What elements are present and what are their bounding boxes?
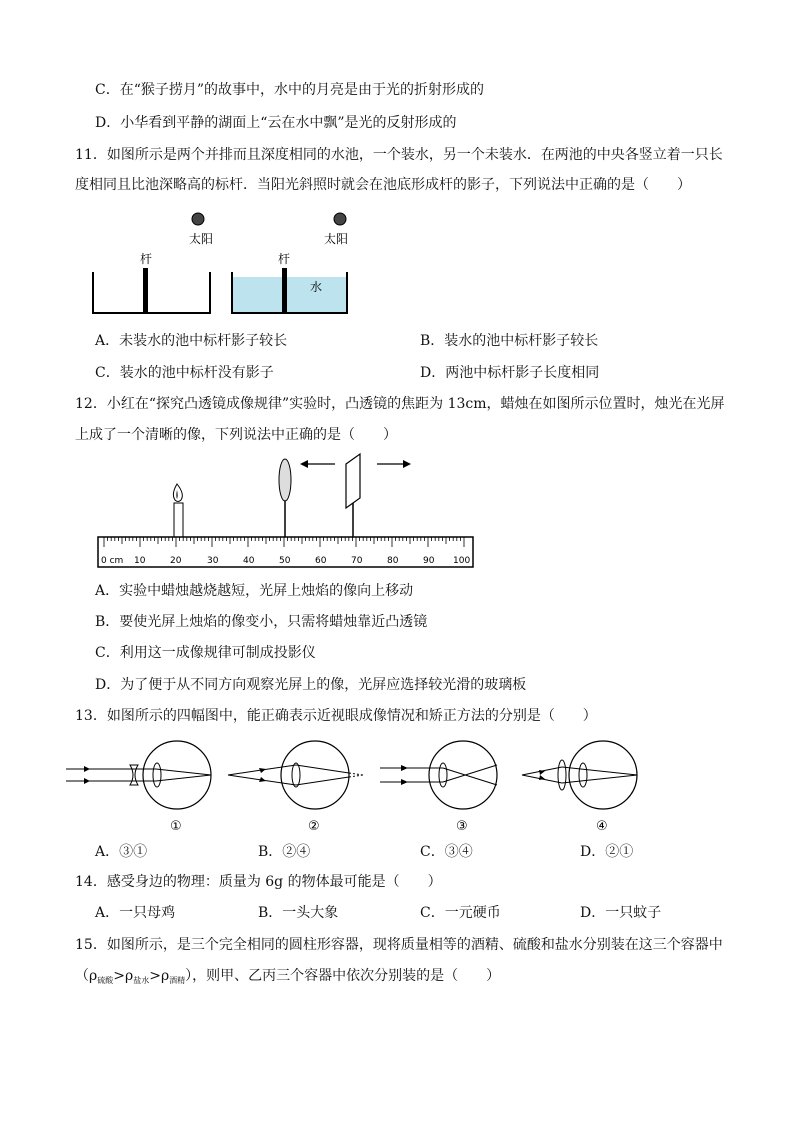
q15-stem-line2 — [75, 966, 500, 991]
ruler-label: 50 — [279, 556, 291, 566]
ruler-label: 40 — [243, 556, 255, 566]
q13-option-a: A．③① — [95, 844, 148, 860]
sun-label-2: 太阳 — [324, 232, 349, 246]
q12-stem-line2: 上成了一个清晰的像，下列说法中正确的是（ ） — [75, 427, 397, 443]
candle — [174, 503, 183, 537]
arrow-icon — [401, 779, 408, 785]
q11-stem-line2: 度相同且比池深略高的标杆．当阳光斜照时就会在池底形成杆的影子，下列说法中正确的是（ ） — [75, 177, 691, 193]
greater-than: > — [149, 968, 161, 984]
ruler-label: 10 — [134, 556, 146, 566]
water-label: 水 — [310, 280, 323, 294]
ruler-label: 70 — [351, 556, 363, 566]
q13-eye-figures — [60, 735, 660, 835]
q14-stem: 14．感受身边的物理：质量为 6g 的物体最可能是（ ） — [75, 874, 442, 890]
arrow-icon — [401, 765, 408, 771]
q12-option-a: A．实验中蜡烛越烧越短，光屏上烛焰的像向上移动 — [95, 583, 414, 599]
q11-stem-line1: 11．如图所示是两个并排而且深度相同的水池，一个装水，另一个未装水．在两池的中央各竖立着一只长 — [75, 147, 723, 163]
q12-stem-line1: 12．小红在“探究凸透镜成像规律”实验时，凸透镜的焦距为 13cm，蜡烛在如图所示位置时，烛光在光屏 — [75, 396, 725, 412]
arrow-icon — [84, 778, 90, 784]
arrow-icon — [259, 777, 266, 782]
q14-option-c: C．一元硬币 — [420, 905, 501, 921]
ruler-label: 80 — [387, 556, 399, 566]
sun-icon — [334, 213, 346, 225]
q11-pool-figure — [85, 205, 365, 320]
rho-symbol: ρ — [89, 968, 98, 984]
q10-option-d: D．小华看到平静的湖面上“云在水中飘”是光的反射形成的 — [95, 115, 457, 131]
q11-option-d: D．两池中标杆影子长度相同 — [420, 365, 600, 381]
rod-2 — [282, 268, 287, 313]
q11-option-b: B．装水的池中标杆影子较长 — [420, 333, 599, 349]
q12-option-b: B．要使光屏上烛焰的像变小，只需将蜡烛靠近凸透镜 — [95, 614, 428, 630]
rod-1 — [143, 268, 148, 313]
ruler-label: 100 — [453, 556, 471, 566]
flame-icon — [173, 484, 182, 502]
q15-stem-line1: 15．如图所示，是三个完全相同的圆柱形容器，现将质量相等的酒精、硫酸和盐水分别装在这三个容器中 — [75, 937, 723, 953]
convex-lens — [279, 459, 291, 501]
rho-symbol: ρ — [160, 968, 170, 984]
q14-option-a: A．一只母鸡 — [95, 905, 176, 921]
arrow-icon — [259, 768, 266, 773]
q10-option-c: C．在“猴子捞月”的故事中，水中的月亮是由于光的折射形成的 — [95, 82, 485, 98]
rod-label-1: 杆 — [140, 252, 153, 266]
q12-optical-bench-figure — [90, 450, 490, 570]
eye-diagram-3 — [380, 741, 497, 834]
q13-option-d: D．②① — [580, 844, 634, 860]
greater-than: > — [113, 968, 125, 984]
q11-option-c: C．装水的池中标杆没有影子 — [95, 365, 274, 381]
ruler-label: 20 — [170, 556, 182, 566]
ruler-label: 90 — [423, 556, 435, 566]
arrow-left-icon — [300, 460, 308, 468]
eye-diagram-4 — [522, 741, 637, 834]
arrow-icon — [84, 766, 90, 772]
sun-icon — [192, 213, 204, 225]
q14-option-b: B．一头大象 — [258, 905, 339, 921]
q13-option-b: B．②④ — [258, 844, 311, 860]
eye-label-3: ③ — [456, 819, 468, 834]
q11-option-a: A．未装水的池中标杆影子较长 — [95, 333, 288, 349]
q15-stem-tail: ），则甲、乙丙三个容器中依次分别装的是（ ） — [185, 968, 501, 984]
empty-pool — [93, 272, 210, 313]
ruler-label: 0 cm — [101, 556, 124, 566]
eye-label-1: ① — [170, 819, 182, 834]
q12-option-c: C．利用这一成像规律可制成投影仪 — [95, 645, 316, 661]
q12-option-d: D．为了便于从不同方向观察光屏上的像，光屏应选择较光滑的玻璃板 — [95, 677, 527, 693]
light-screen — [346, 454, 360, 508]
subscript-alcohol: 酒精 — [169, 976, 186, 985]
q13-option-c: C．③④ — [420, 844, 473, 860]
rod-label-2: 杆 — [278, 252, 291, 266]
ruler-label: 30 — [207, 556, 219, 566]
sun-label-1: 太阳 — [189, 232, 214, 246]
subscript-sulfuric-acid: 硫酸 — [97, 976, 114, 985]
q14-option-d: D．一只蚊子 — [580, 905, 662, 921]
eye-label-4: ④ — [596, 819, 608, 834]
eye-diagram-2 — [228, 741, 363, 834]
q13-stem: 13．如图所示的四幅图中，能正确表示近视眼成像情况和矫正方法的分别是（ ） — [75, 708, 597, 724]
paren-open: （ — [75, 968, 89, 984]
eye-label-2: ② — [308, 819, 320, 834]
rho-symbol: ρ — [124, 968, 134, 984]
arrow-right-icon — [403, 460, 411, 468]
eye-diagram-1 — [66, 741, 211, 834]
subscript-salt-water: 盐水 — [133, 976, 150, 985]
ruler-label: 60 — [315, 556, 327, 566]
water — [232, 277, 346, 313]
